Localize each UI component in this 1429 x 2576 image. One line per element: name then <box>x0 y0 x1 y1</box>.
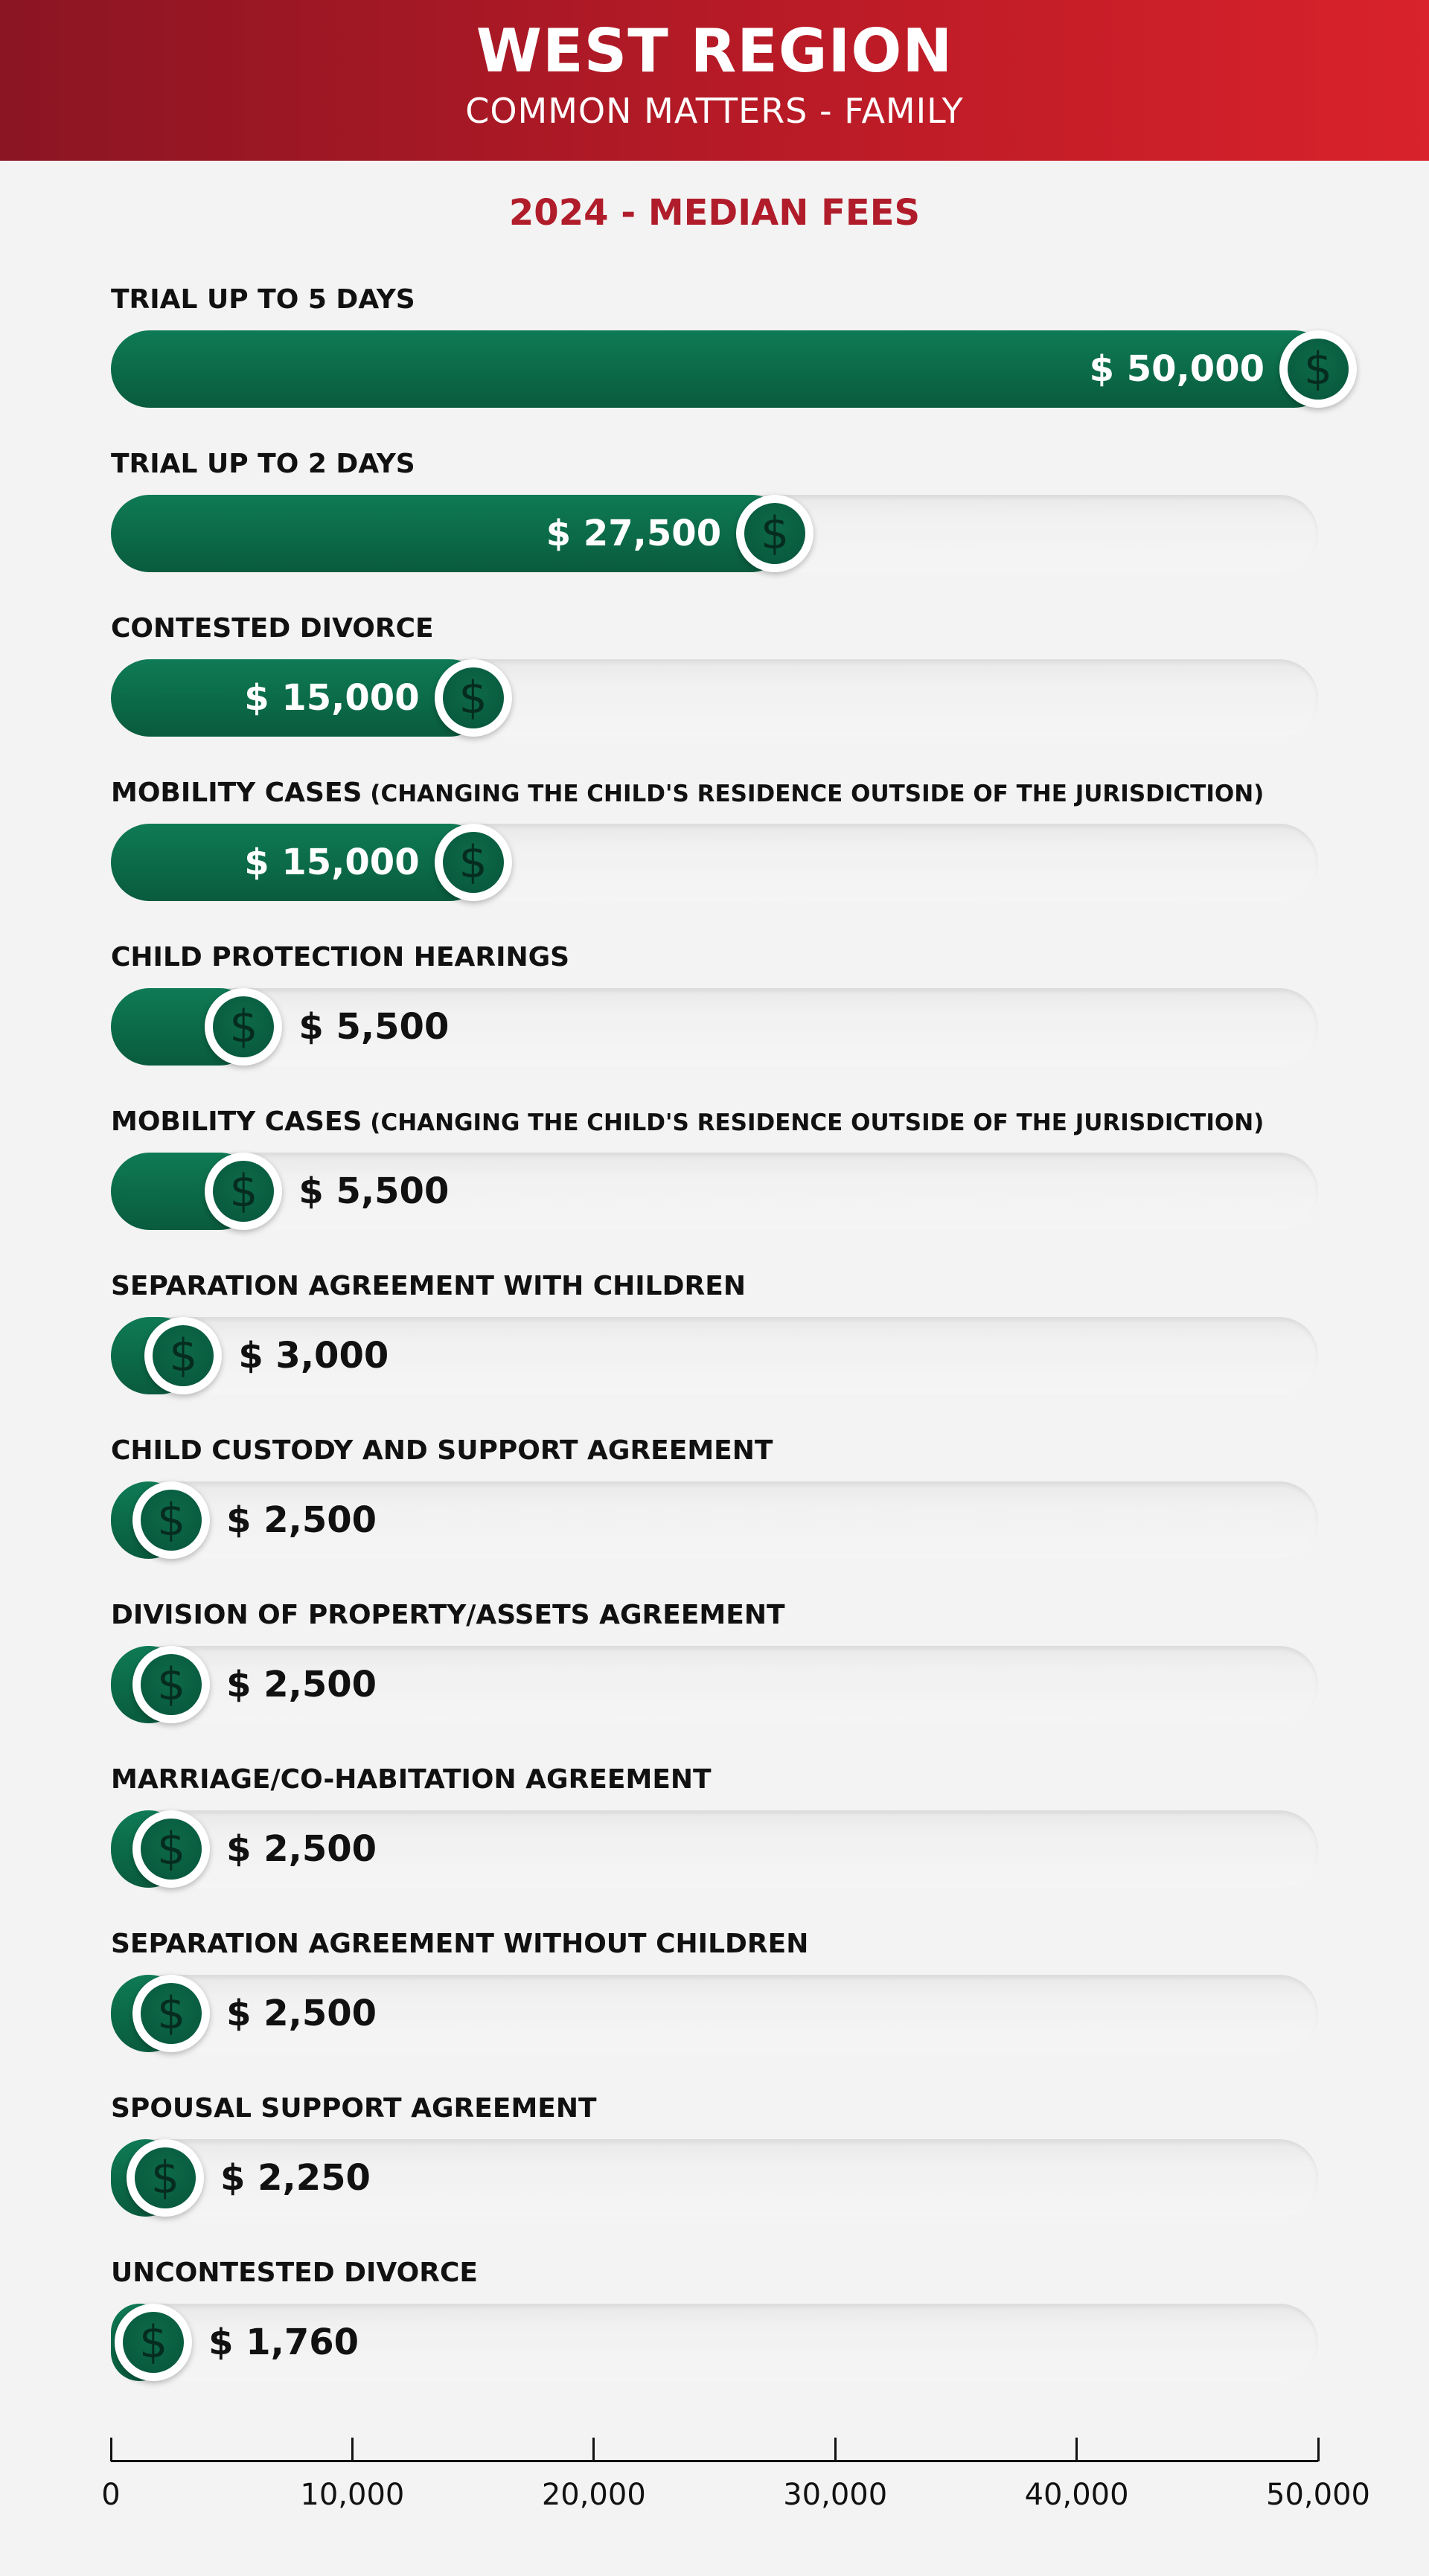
chart-title: 2024 - MEDIAN FEES <box>508 192 921 234</box>
category-label <box>111 1271 746 1301</box>
category-name: SEPARATION AGREEMENT WITH CHILDREN <box>111 1271 746 1301</box>
category-label <box>111 1106 1264 1137</box>
category-name: SPOUSAL SUPPORT AGREEMENT <box>111 2093 597 2124</box>
category-label <box>111 1929 808 1959</box>
value-label: $ 2,500 <box>226 1993 377 2034</box>
x-tick-label: 50,000 <box>1266 2478 1370 2512</box>
x-tick <box>1075 2438 1078 2461</box>
category-name: CHILD CUSTODY AND SUPPORT AGREEMENT <box>111 1435 773 1466</box>
x-tick <box>110 2438 112 2461</box>
dollar-coin-icon <box>115 2304 192 2381</box>
x-tick-label: 30,000 <box>783 2478 888 2512</box>
category-name: MOBILITY CASES <box>111 1106 362 1137</box>
value-label: $ 3,000 <box>238 1335 389 1377</box>
dollar-coin-icon <box>736 495 813 572</box>
category-label <box>111 2093 597 2124</box>
x-tick-label: 20,000 <box>541 2478 646 2512</box>
dollar-coin-icon <box>435 659 512 737</box>
x-axis-line <box>111 2460 1318 2462</box>
dollar-symbol: $ <box>141 1490 202 1551</box>
value-label: $ 2,250 <box>220 2157 371 2199</box>
dollar-coin-icon <box>132 1975 210 2052</box>
dollar-symbol: $ <box>153 1325 214 1386</box>
category-note: (CHANGING THE CHILD'S RESIDENCE OUTSIDE OF THE JURISDICTION) <box>362 1109 1265 1136</box>
dollar-symbol: $ <box>443 832 504 893</box>
value-label: $ 27,500 <box>546 513 722 554</box>
dollar-coin-icon <box>132 1646 210 1723</box>
dollar-coin-icon <box>132 1810 210 1888</box>
category-label <box>111 778 1264 808</box>
category-note: (CHANGING THE CHILD'S RESIDENCE OUTSIDE OF THE JURISDICTION) <box>362 781 1265 807</box>
dollar-coin-icon <box>205 1153 282 1230</box>
dollar-coin-icon <box>205 988 282 1066</box>
dollar-coin-icon <box>127 2139 204 2217</box>
dollar-symbol: $ <box>744 503 805 564</box>
x-tick <box>351 2438 354 2461</box>
value-label: $ 2,500 <box>226 1828 377 1870</box>
category-label <box>111 449 415 479</box>
value-label: $ 15,000 <box>244 677 420 719</box>
dollar-coin-icon <box>435 824 512 901</box>
dollar-coin-icon <box>132 1481 210 1559</box>
dollar-coin-icon <box>144 1317 222 1394</box>
category-label <box>111 2258 478 2288</box>
value-label: $ 2,500 <box>226 1664 377 1705</box>
dollar-symbol: $ <box>1288 339 1349 400</box>
category-label <box>111 1435 773 1466</box>
category-name: MARRIAGE/CO-HABITATION AGREEMENT <box>111 1764 712 1795</box>
matters-subtitle: COMMON MATTERS - FAMILY <box>465 91 964 131</box>
value-label: $ 15,000 <box>244 842 420 883</box>
dollar-symbol: $ <box>135 2147 196 2208</box>
category-name: SEPARATION AGREEMENT WITHOUT CHILDREN <box>111 1929 809 1959</box>
category-name: DIVISION OF PROPERTY/ASSETS AGREEMENT <box>111 1600 785 1630</box>
bar-track <box>111 1153 1318 1230</box>
dollar-coin-icon <box>1279 330 1357 408</box>
dollar-symbol: $ <box>141 1983 202 2044</box>
value-label: $ 50,000 <box>1089 348 1265 390</box>
bar-track <box>111 988 1318 1066</box>
category-label <box>111 1600 785 1630</box>
dollar-symbol: $ <box>141 1819 202 1880</box>
category-name: TRIAL UP TO 5 DAYS <box>111 284 415 315</box>
category-name: MOBILITY CASES <box>111 778 362 808</box>
value-label: $ 5,500 <box>298 1006 450 1048</box>
category-label <box>111 284 415 315</box>
x-tick-label: 40,000 <box>1024 2478 1129 2512</box>
value-label: $ 5,500 <box>298 1170 450 1212</box>
dollar-symbol: $ <box>123 2312 184 2373</box>
dollar-symbol: $ <box>141 1654 202 1715</box>
header-banner <box>0 0 1429 161</box>
dollar-symbol: $ <box>213 1161 274 1222</box>
x-tick <box>834 2438 837 2461</box>
category-label <box>111 942 569 973</box>
x-tick-label: 10,000 <box>300 2478 405 2512</box>
category-name: CHILD PROTECTION HEARINGS <box>111 942 570 973</box>
x-tick <box>1317 2438 1320 2461</box>
category-name: CONTESTED DIVORCE <box>111 613 434 644</box>
value-label: $ 1,760 <box>208 2322 359 2363</box>
value-label: $ 2,500 <box>226 1499 377 1541</box>
category-name: TRIAL UP TO 2 DAYS <box>111 449 415 479</box>
region-title: WEST REGION <box>476 16 953 86</box>
dollar-symbol: $ <box>443 667 504 728</box>
x-tick <box>592 2438 595 2461</box>
dollar-symbol: $ <box>213 996 274 1057</box>
x-tick-label: 0 <box>101 2478 121 2512</box>
category-label <box>111 1764 712 1795</box>
category-label <box>111 613 434 644</box>
category-name: UNCONTESTED DIVORCE <box>111 2258 478 2288</box>
